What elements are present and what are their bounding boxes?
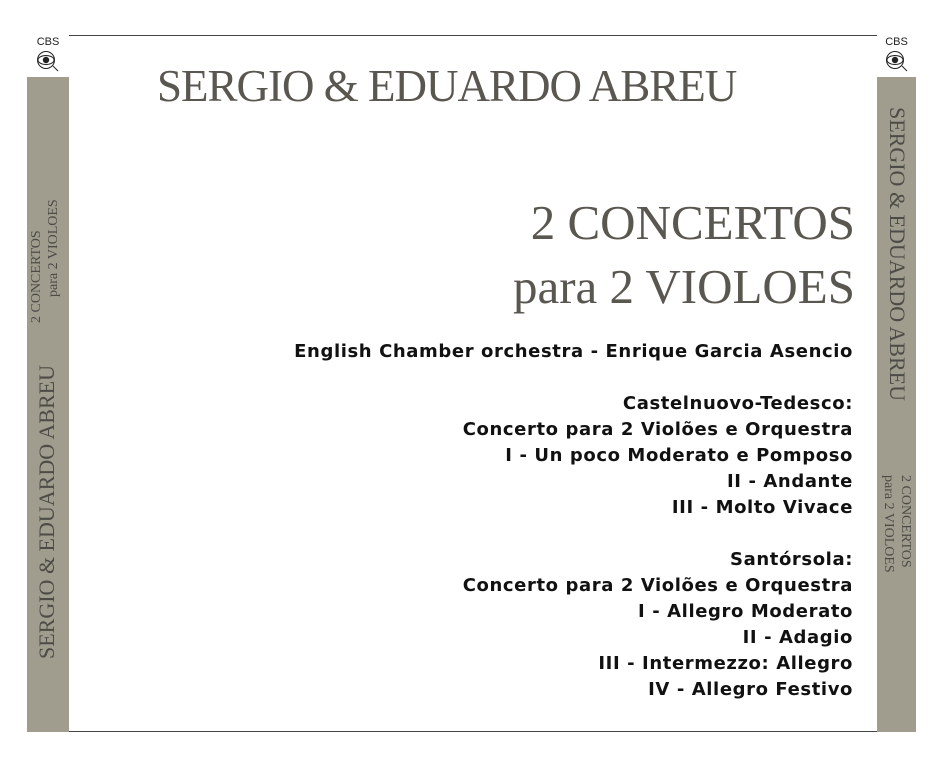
work-title-1: Concerto para 2 Violões e Orquestra (462, 419, 853, 440)
label-name: CBS (885, 36, 908, 48)
left-spine-title-2: para 2 VIOLOES (46, 199, 61, 297)
track-credits (294, 339, 853, 703)
cbs-logo (877, 35, 916, 77)
front-cover (69, 35, 877, 732)
cbs-logo (27, 35, 69, 77)
movement: II - Adagio (742, 627, 853, 648)
left-spine-artist: SERGIO & EDUARDO ABREU (34, 365, 59, 659)
movement: III - Intermezzo: Allegro (598, 653, 853, 674)
right-spine (877, 35, 916, 732)
right-spine-artist: SERGIO & EDUARDO ABREU (885, 107, 910, 401)
left-spine (27, 35, 69, 732)
cbs-eye-icon (36, 49, 60, 73)
right-spine-title-2: para 2 VIOLOES (881, 475, 896, 573)
album-title-line-2: para 2 VIOLOES (512, 259, 855, 314)
movement: IV - Allegro Festivo (648, 679, 853, 700)
cbs-eye-icon (885, 49, 909, 73)
composer-2: Santórsola: (730, 549, 853, 570)
artist-name: SERGIO & EDUARDO ABREU (157, 61, 737, 111)
left-spine-title-1: 2 CONCERTOS (29, 230, 44, 323)
right-spine-title-1: 2 CONCERTOS (898, 475, 913, 568)
album-title (513, 191, 855, 319)
movement: III - Molto Vivace (671, 497, 853, 518)
movement: I - Un poco Moderato e Pomposo (505, 445, 853, 466)
work-title-2: Concerto para 2 Violões e Orquestra (462, 575, 853, 596)
composer-1: Castelnuovo-Tedesco: (622, 393, 853, 414)
movement: I - Allegro Moderato (638, 601, 853, 622)
orchestra-credit: English Chamber orchestra - Enrique Garcia Asencio (294, 341, 853, 362)
label-name: CBS (36, 36, 60, 48)
album-title-line-1: 2 CONCERTOS (530, 195, 855, 250)
movement: II - Andante (726, 471, 853, 492)
